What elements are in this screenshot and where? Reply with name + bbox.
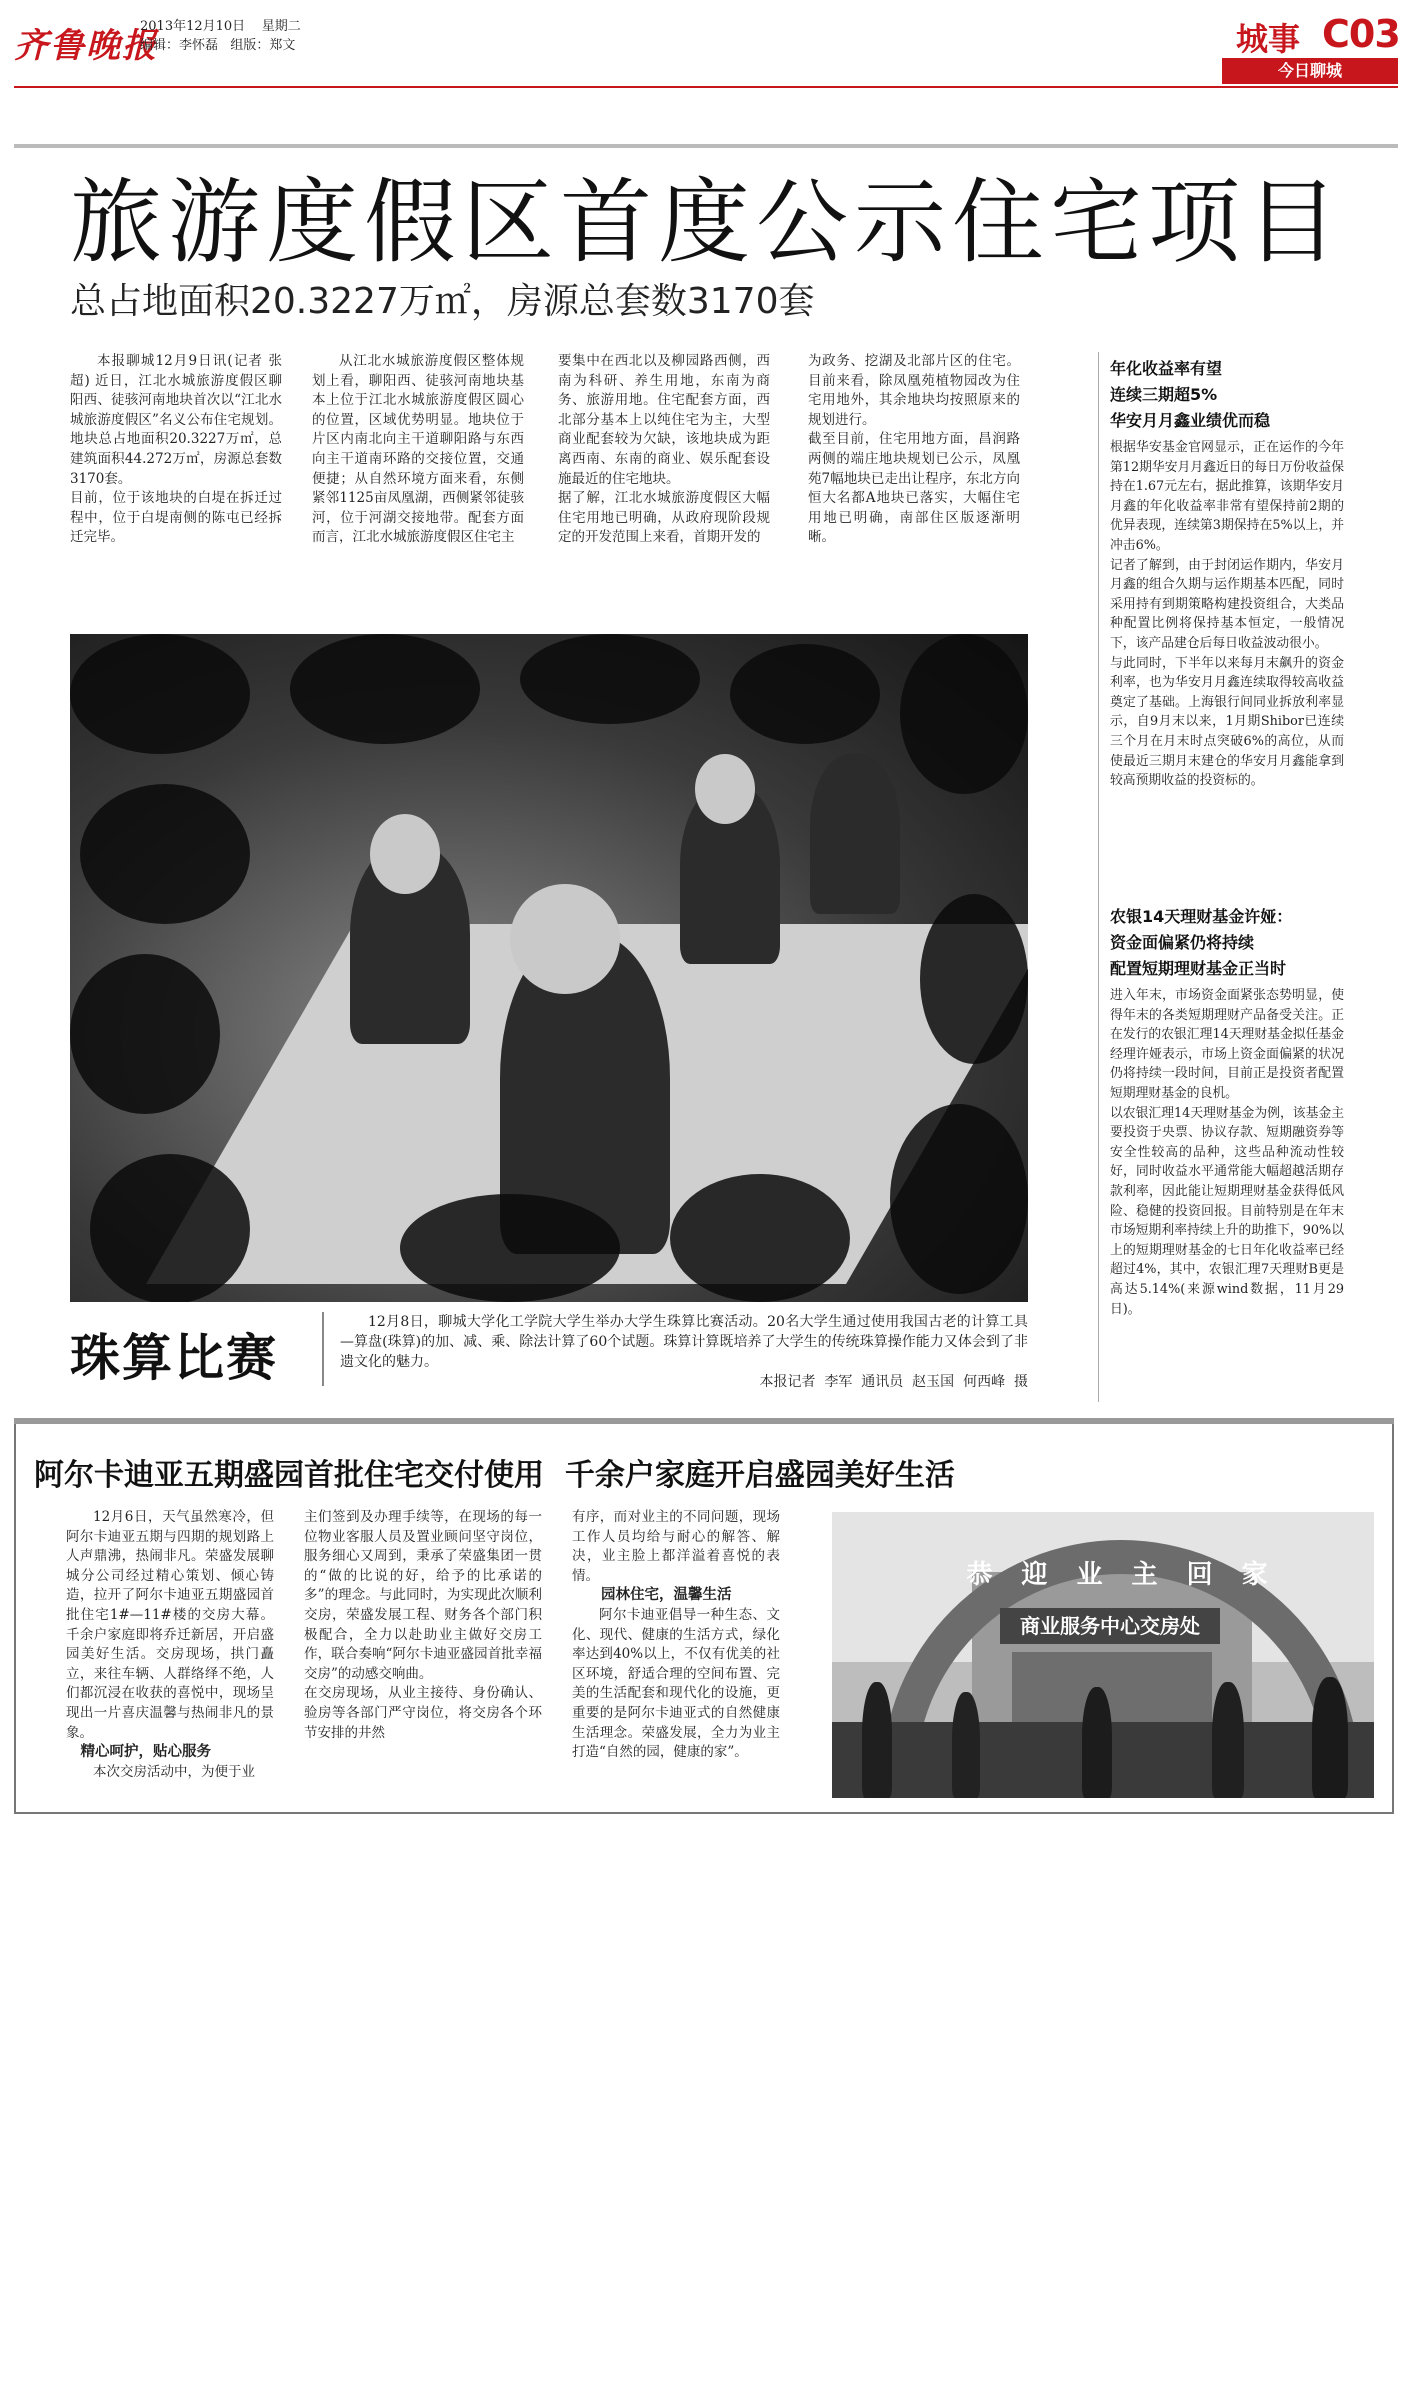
photo-visitor: [1212, 1682, 1244, 1798]
photo-visitor: [952, 1692, 980, 1798]
header-rule: [14, 86, 1398, 88]
sidebar-headline-4: 农银14天理财基金许娅：: [1110, 907, 1293, 926]
photo-title-rule: [322, 1312, 324, 1386]
abacus-bead: [920, 894, 1028, 1064]
abacus-bead: [70, 634, 250, 754]
sidebar-rule: [1098, 352, 1099, 1402]
advertorial-headline: 阿尔卡迪亚五期盛园首批住宅交付使用 千余户家庭开启盛园美好生活: [34, 1458, 955, 1493]
abacus-bead: [80, 784, 250, 924]
advertorial-col3b-text: 阿尔卡迪亚倡导一种生态、文化、现代、健康的生活方式，绿化率达到40%以上，不仅有优美的社区环境，舒适合理的空间布置、完美的生活配套和现代化的设施，更重要的是阿尔卡迪亚式的自然健康生活理念。荣盛发展，全力为业主打造“自然的园，健康的家”。: [572, 1606, 780, 1761]
story-column-3: 要集中在西北以及柳园路西侧，西南为科研、养生用地，东南为商务、旅游用地。住宅配套方面，西北部分基本上以纯住宅为主，大型商业配套较为欠缺，该地块成为距离西南、东南的商业、娱乐配套设施最近的住宅地块。 据了解，江北水城旅游度假区大幅住宅用地已明确，从政府现阶段规定的开发范围上来看，首期开发的: [558, 353, 770, 546]
sidebar-headline-5: 资金面偏紧仍将持续: [1110, 933, 1255, 952]
story-column-2: 从江北水城旅游度假区整体规划上看，聊阳西、徒骇河南地块基本上位于江北水城旅游度假区圆心的位置，区域优势明显。地块位于片区内南北向主干道聊阳路与东西向主干道南环路的交接位置，交通便捷；从自然环境方面来看，东侧紧邻1125亩凤凰湖，西侧紧邻徒骇河，位于河湖交接地带。配套方面而言，江北水城旅游度假区住宅主: [312, 353, 524, 546]
sidebar-headline-3: 华安月月鑫业绩优而稳: [1110, 411, 1271, 430]
photo-caption: 12月8日，聊城大学化工学院大学生举办大学生珠算比赛活动。20名大学生通过使用我国古老的计算工具—算盘(珠算)的加、减、乘、除法计算了60个试题。珠算计算既培养了大学生的传统珠算操作能力又体会到了非遗文化的魅力。: [340, 1314, 1028, 1370]
photo-student-face: [695, 754, 755, 824]
advertorial-col3-text: 有序，而对业主的不同问题，现场工作人员均给与耐心的解答、解决，业主脸上都洋溢着喜悦的表情。: [572, 1509, 780, 1584]
abacus-bead: [70, 954, 220, 1114]
subsection-bar: 今日聊城: [1222, 58, 1398, 84]
masthead-logo: 齐鲁晚报: [14, 26, 158, 66]
sidebar-headline-6: 配置短期理财基金正当时: [1110, 959, 1287, 978]
issue-weekday: 星期二: [261, 19, 301, 34]
abacus-bead: [400, 1194, 620, 1302]
sidebar-text-1: 根据华安基金官网显示，正在运作的今年第12期华安月月鑫近日的每日万份收益保持在1.67元左右，据此推算，该期华安月月鑫的年化收益率非常有望保持前2期的优异表现，连续第3期保持在5%以上，并冲击6%。 记者了解到，由于封闭运作期内，华安月月鑫的组合久期与运作期基本匹配，同时采用持有到期策略构建投资组合，大类品种配置比例将保持基本恒定，一般情况下，该产品建仓后每日收益波动很小。 与此同时，下半年以来每月末飙升的资金利率，也为华安月月鑫连续取得较高收益奠定了基础。上海银行间同业拆放利率显示，自9月末以来，1月期Shibor已连续三个月在月末时点突破6%的高位，从而使最近三期月末建仓的华安月月鑫能拿到较高预期收益的投资标的。: [1110, 440, 1344, 789]
abacus-contest-photo: [70, 634, 1028, 1302]
advertorial-column-1: [66, 1508, 274, 1808]
issue-date: 2013年12月10日: [140, 19, 246, 34]
advertorial-subhead-1: 精心呵护，贴心服务: [80, 1744, 211, 1761]
advertorial-column-3: [572, 1508, 780, 1808]
photo-visitor: [1082, 1687, 1112, 1798]
editor-credit: 编辑：李怀磊: [140, 38, 219, 53]
advertorial-col1b-text: 本次交房活动中，为便于业: [93, 1763, 255, 1780]
abacus-bead: [730, 644, 880, 744]
handover-photo: [832, 1512, 1374, 1798]
header-thin-rule: [14, 144, 1398, 148]
abacus-bead: [900, 634, 1028, 794]
photo-visitor: [1312, 1677, 1348, 1798]
advertorial-subhead-2: 园林住宅，温馨生活: [601, 1587, 732, 1604]
section-name: 城事: [1236, 20, 1301, 58]
abacus-bead: [290, 634, 480, 744]
main-headline: 旅游度假区首度公示住宅项目: [70, 169, 1345, 276]
sub-headline: 总占地面积20.3227万㎡，房源总套数3170套: [70, 281, 815, 322]
photo-credit: 本报记者 李军 通讯员 赵玉国 何西峰 摄: [759, 1374, 1028, 1390]
photo-student-face: [370, 814, 440, 894]
photo-visitor: [862, 1682, 892, 1798]
photo-student: [810, 754, 900, 914]
story-column-4: 为政务、挖湖及北部片区的住宅。目前来看，除凤凰苑植物园改为住宅用地外，其余地块均按照原来的规划进行。 截至目前，住宅用地方面，昌润路两侧的端庄地块规划已公示，凤凰苑7幅地块已走出让程序，东北方向恒大名都A地块已落实，大幅住宅用地已明确，南部住区版逐渐明晰。: [808, 353, 1020, 546]
sidebar-text-2: 进入年末，市场资金面紧张态势明显，使得年末的各类短期理财产品备受关注。正在发行的农银汇理14天理财基金拟任基金经理许娅表示，市场上资金面偏紧的状况仍将持续一段时间，目前正是投资者配置短期理财基金的良机。 以农银汇理14天理财基金为例，该基金主要投资于央票、协议存款、短期融资券等安全性较高的品种，这些品种流动性较好，同时收益水平通常能大幅超越活期存款利率，因此能让短期理财基金获得低风险、稳健的投资回报。目前特别是在年末市场短期利率持续上升的助推下，90%以上的短期理财基金的七日年化收益率已经超过4%，其中，农银汇理7天理财B更是高达5.14%(来源wind数据，11月29日)。: [1110, 988, 1344, 1317]
header-date-row: [140, 18, 301, 36]
abacus-bead: [90, 1154, 250, 1302]
abacus-bead: [670, 1174, 850, 1302]
photo-title: 珠算比赛: [70, 1329, 278, 1387]
arch-text: 恭 迎 业 主 回 家: [966, 1560, 1278, 1590]
abacus-bead: [890, 1104, 1028, 1294]
advertorial-column-2: 主们签到及办理手续等，在现场的每一位物业客服人员及置业顾问坚守岗位，服务细心又周到，秉承了荣盛集团一贯的“做的比说的好，给予的比承诺的多”的理念。与此同时，为实现此次顺利交房，荣盛发展工程、财务各个部门积极配合，全力以赴助业主做好交房工作，联合奏响“阿尔卡迪亚盛园首批幸福交房”的动感交响曲。 在交房现场，从业主接待、身份确认、验房等各部门严守岗位，将交房各个环节安排的井然: [304, 1509, 542, 1741]
story-column-1: 本报聊城12月9日讯(记者 张超) 近日，江北水城旅游度假区聊阳西、徒骇河南地块首次以“江北水城旅游度假区”名义公布住宅规划。地块总占地面积20.3227万㎡，总建筑面积44.272万㎡，房源总套数3170套。 目前，位于该地块的白堤在拆迁过程中，位于白堤南侧的陈屯已经拆迁完毕。: [70, 353, 282, 546]
service-banner: 商业服务中心交房处: [1000, 1608, 1220, 1644]
sidebar-headline-2: 连续三期超5%: [1110, 385, 1218, 404]
header-staff-row: [140, 37, 295, 55]
photo-student-face: [510, 884, 620, 994]
layout-credit: 组版：郑文: [230, 38, 296, 53]
advertorial-col1-text: 12月6日，天气虽然寒冷，但阿尔卡迪亚五期与四期的规划路上人声鼎沸，热闹非凡。荣盛发展聊城分公司经过精心策划、倾心铸造，拉开了阿尔卡迪亚五期盛园首批住宅1#—11#楼的交房大幕。千余户家庭即将乔迁新居，开启盛园美好生活。交房现场，拱门矗立，来往车辆、人群络绎不绝，人们都沉浸在收获的喜悦中，现场呈现出一片喜庆温馨与热闹非凡的景象。: [66, 1509, 274, 1741]
abacus-bead: [520, 634, 700, 724]
page-number: C03: [1322, 12, 1400, 56]
sidebar-headline-1: 年化收益率有望: [1110, 359, 1223, 378]
advertorial-top-rule: [14, 1418, 1394, 1424]
